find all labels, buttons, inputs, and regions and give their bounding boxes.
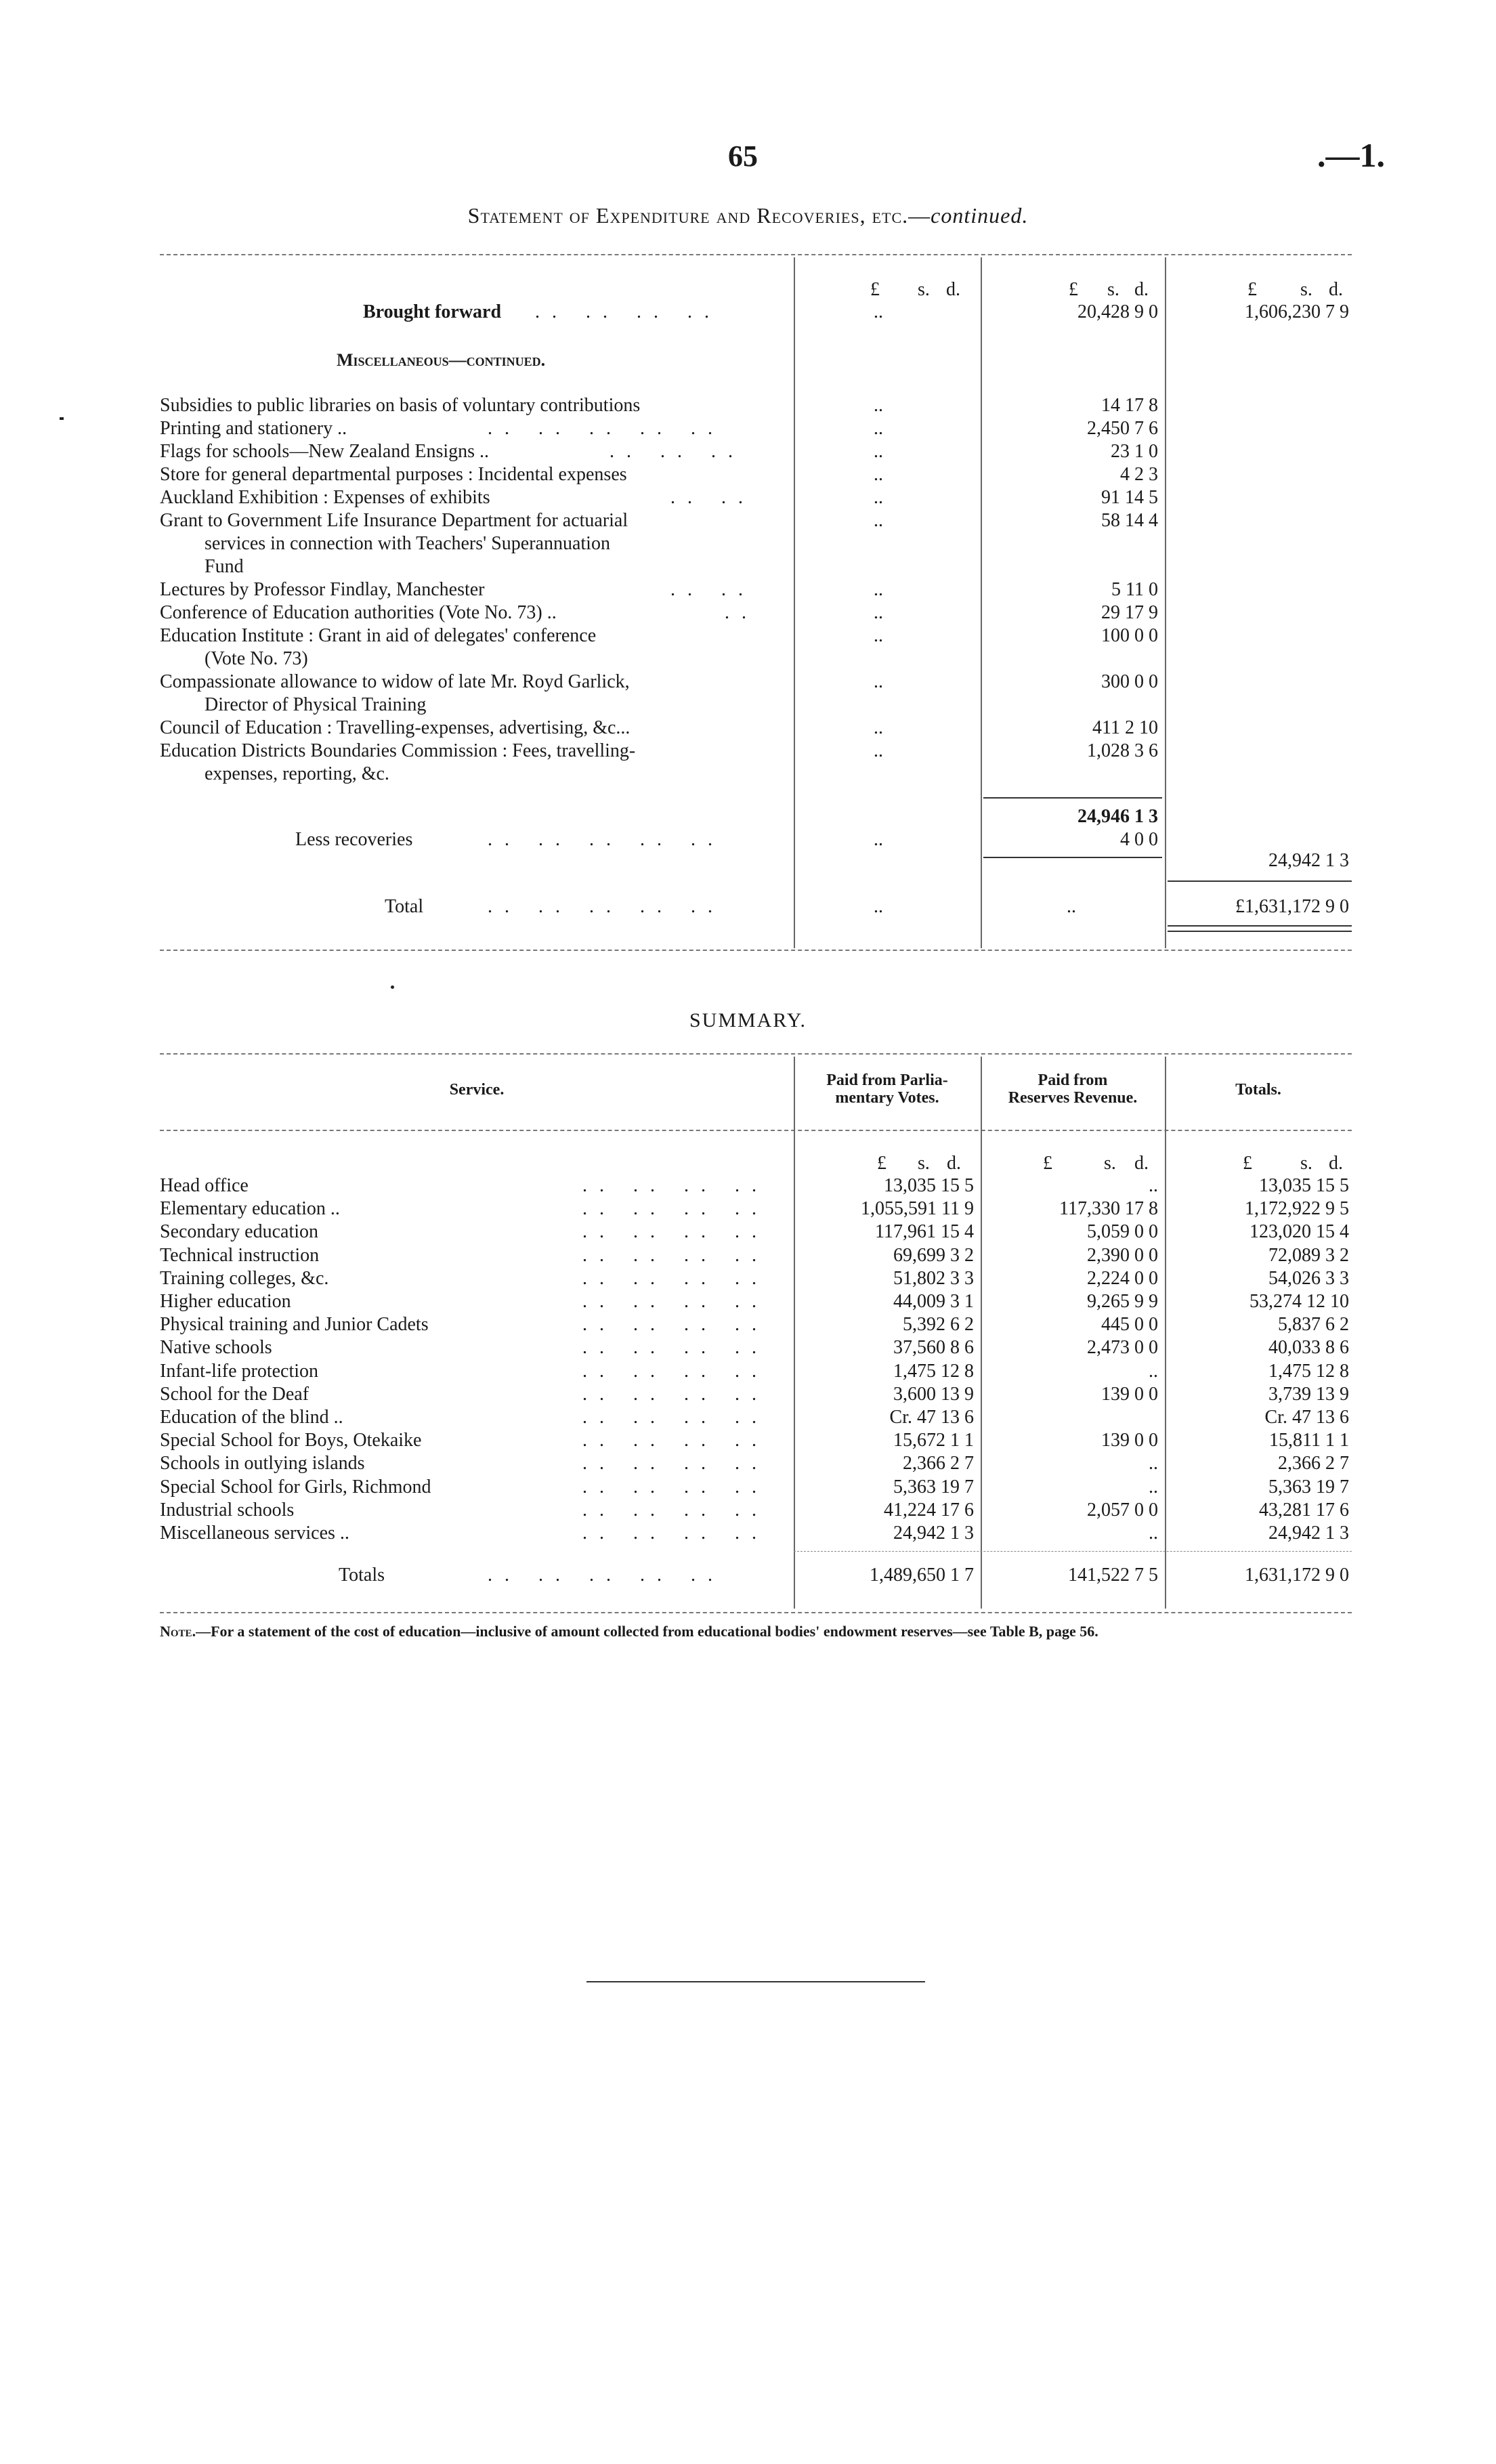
page-number: 65 (728, 140, 758, 173)
summary-service-label: Head office (160, 1175, 249, 1196)
summary-reserves-cell: 445 0 0 (1101, 1314, 1158, 1335)
reserves-header-line1: Paid from (1038, 1071, 1108, 1089)
summary-col-divider-3 (1165, 1057, 1166, 1609)
total-col1: .. (874, 896, 883, 917)
col1-d-header: d. (946, 279, 960, 300)
page-reference: .—1. (1317, 136, 1385, 174)
summary-votes-cell: 37,560 8 6 (893, 1337, 974, 1358)
totals-header: Totals. (1235, 1081, 1281, 1099)
summary-votes-cell: 117,961 15 4 (875, 1221, 974, 1242)
summary-service-label: Secondary education (160, 1221, 319, 1242)
item-amount: 2,450 7 6 (1087, 418, 1158, 439)
summary-votes-cell: 1,475 12 8 (893, 1361, 974, 1382)
total-label: Total (385, 896, 424, 917)
summary-totals-total: 1,631,172 9 0 (1245, 1565, 1349, 1586)
item-label: Grant to Government Life Insurance Department for actuarial (160, 510, 628, 531)
summary-total-cell: 40,033 8 6 (1268, 1337, 1349, 1358)
item-label-cont: Director of Physical Training (205, 694, 427, 715)
summary-service-label: Elementary education .. (160, 1198, 340, 1219)
item-col1: .. (874, 740, 883, 761)
leader-dots: .. .. .. .. (535, 301, 721, 322)
section-heading: Miscellaneous—continued. (337, 350, 546, 370)
item-label: Conference of Education authorities (Vote No. 73) .. (160, 602, 557, 623)
item-col1: .. (874, 418, 883, 439)
summary-title: SUMMARY. (689, 1009, 807, 1032)
subtotal-rule (983, 797, 1162, 799)
leader-dots: .. .. .. .. (582, 1245, 769, 1266)
footer-rule (586, 1981, 925, 1982)
item-col1: .. (874, 464, 883, 485)
votes-header-line1: Paid from Parlia- (826, 1071, 948, 1089)
total-col2: .. (1067, 896, 1076, 917)
brought-forward-col3: 1,606,230 7 9 (1245, 301, 1349, 322)
summary-votes-cell: 1,055,591 11 9 (861, 1198, 974, 1219)
col1-pound-header: £ (870, 279, 880, 300)
summary-totals-label: Totals (339, 1565, 385, 1586)
col2-s-header: s. (1107, 279, 1119, 300)
leader-dots: .. .. .. .. .. (488, 896, 725, 917)
summary-total-cell: 13,035 15 5 (1259, 1175, 1349, 1196)
expenditure-top-rule (160, 254, 1352, 255)
item-col1: .. (874, 671, 883, 692)
item-amount: 91 14 5 (1101, 487, 1158, 508)
item-amount: 4 2 3 (1120, 464, 1158, 485)
summary-total-cell: 5,837 6 2 (1278, 1314, 1349, 1335)
summary-total-cell: Cr. 47 13 6 (1264, 1407, 1349, 1428)
item-amount: 23 1 0 (1111, 441, 1158, 462)
item-label-cont: expenses, reporting, &c. (205, 763, 389, 784)
summary-votes-cell: 13,035 15 5 (884, 1175, 974, 1196)
item-amount: 14 17 8 (1101, 395, 1158, 416)
net-misc-amount: 24,942 1 3 (1268, 850, 1349, 871)
summary-votes-cell: 44,009 3 1 (893, 1291, 974, 1312)
leader-dots: .. .. .. .. (582, 1291, 769, 1312)
summary-votes-cell: 2,366 2 7 (903, 1453, 974, 1474)
brought-forward-col1: .. (874, 301, 883, 322)
summary-service-label: Special School for Boys, Otekaike (160, 1430, 422, 1451)
summary-reserves-cell: .. (1149, 1453, 1158, 1474)
summary-votes-cell: 5,392 6 2 (903, 1314, 974, 1335)
item-label: Education Institute : Grant in aid of delegates' conference (160, 625, 597, 646)
item-label: Council of Education : Travelling-expenses, advertising, &c... (160, 717, 631, 738)
item-amount: 100 0 0 (1101, 625, 1158, 646)
col2-pound-header: £ (1069, 279, 1078, 300)
summary-service-label: Training colleges, &c. (160, 1268, 329, 1289)
item-label-cont: services in connection with Teachers' Superannuation (205, 533, 610, 554)
footnote-lead: Note. (160, 1623, 196, 1640)
summary-reserves-cell: .. (1149, 1523, 1158, 1544)
summary-service-label: Physical training and Junior Cadets (160, 1314, 429, 1335)
title-main: Statement of Expenditure and Recoveries, etc.— (467, 203, 931, 228)
col-divider-1 (794, 257, 795, 948)
item-col1: .. (874, 487, 883, 508)
leader-dots: .. .. .. (610, 441, 745, 462)
leader-dots: .. .. (670, 579, 755, 600)
summary-votes-cell: 69,699 3 2 (893, 1245, 974, 1266)
item-label: Store for general departmental purposes : Incidental expenses (160, 464, 627, 485)
summary-service-label: Schools in outlying islands (160, 1453, 365, 1474)
summary-total-cell: 3,739 13 9 (1268, 1384, 1349, 1405)
summary-total-cell: 1,172,922 9 5 (1245, 1198, 1349, 1219)
summary-votes-cell: 51,802 3 3 (893, 1268, 974, 1289)
item-amount: 411 2 10 (1092, 717, 1158, 738)
summary-reserves-cell: .. (1149, 1477, 1158, 1497)
leader-dots: .. .. .. .. .. (488, 1565, 725, 1586)
item-col1: .. (874, 602, 883, 623)
leader-dots: .. .. .. .. (582, 1384, 769, 1405)
double-rule-bottom (1168, 931, 1352, 932)
votes-pound-header: £ (877, 1153, 886, 1174)
summary-total-cell: 53,274 12 10 (1249, 1291, 1349, 1312)
col-divider-3 (1165, 257, 1166, 948)
less-recoveries-amount: 4 0 0 (1120, 829, 1158, 850)
stray-mark (60, 417, 64, 420)
item-label: Flags for schools—New Zealand Ensigns .. (160, 441, 490, 462)
votes-s-header: s. (918, 1153, 930, 1174)
totals-pound-header: £ (1243, 1153, 1252, 1174)
summary-total-cell: 54,026 3 3 (1268, 1268, 1349, 1289)
summary-votes-cell: 5,363 19 7 (893, 1477, 974, 1497)
reserves-d-header: d. (1134, 1153, 1149, 1174)
item-label-cont: Fund (205, 556, 244, 577)
item-label-cont: (Vote No. 73) (205, 648, 308, 669)
summary-totals-reserves: 141,522 7 5 (1068, 1565, 1158, 1586)
leader-dots: .. .. .. .. (582, 1337, 769, 1358)
summary-total-cell: 43,281 17 6 (1259, 1500, 1349, 1521)
summary-votes-cell: 15,672 1 1 (893, 1430, 974, 1451)
stray-mark (391, 985, 394, 989)
leader-dots: .. .. .. .. (582, 1407, 769, 1428)
summary-bottom-rule (160, 1612, 1352, 1613)
summary-totals-rule (794, 1551, 1352, 1552)
leader-dots: .. .. .. .. (582, 1221, 769, 1242)
net-rule (1168, 880, 1352, 882)
leader-dots: .. (725, 602, 758, 623)
summary-reserves-cell: 2,057 0 0 (1087, 1500, 1158, 1521)
leader-dots: .. .. .. .. (582, 1314, 769, 1335)
footnote-text: —For a statement of the cost of education—inclusive of amount collected from educational bodies' endowment reserves—see Table B, page 56. (196, 1623, 1098, 1640)
summary-service-label: Infant-life protection (160, 1361, 319, 1382)
col2-d-header: d. (1134, 279, 1149, 300)
summary-reserves-cell: 139 0 0 (1101, 1384, 1158, 1405)
totals-s-header: s. (1300, 1153, 1312, 1174)
col1-s-header: s. (918, 279, 930, 300)
col3-pound-header: £ (1247, 279, 1257, 300)
summary-reserves-cell: .. (1149, 1175, 1158, 1196)
less-recoveries-label: Less recoveries (295, 829, 413, 850)
leader-dots: .. .. .. .. (582, 1175, 769, 1196)
summary-reserves-cell: 9,265 9 9 (1087, 1291, 1158, 1312)
summary-reserves-cell: .. (1149, 1361, 1158, 1382)
footnote (160, 1622, 1352, 1641)
item-col1: .. (874, 395, 883, 416)
leader-dots: .. .. .. .. (582, 1268, 769, 1289)
summary-reserves-cell: 2,390 0 0 (1087, 1245, 1158, 1266)
totals-d-header: d. (1329, 1153, 1343, 1174)
summary-service-label: Native schools (160, 1337, 272, 1358)
item-label: Auckland Exhibition : Expenses of exhibits (160, 487, 490, 508)
item-label: Lectures by Professor Findlay, Manchester (160, 579, 485, 600)
leader-dots: .. .. .. .. (582, 1361, 769, 1382)
summary-total-cell: 24,942 1 3 (1268, 1523, 1349, 1544)
summary-total-cell: 15,811 1 1 (1269, 1430, 1349, 1451)
less-recoveries-col1: .. (874, 829, 883, 850)
item-col1: .. (874, 510, 883, 531)
item-label: Subsidies to public libraries on basis of voluntary contributions (160, 395, 641, 416)
summary-service-label: Higher education (160, 1291, 291, 1312)
page-title (0, 203, 1496, 228)
summary-service-label: School for the Deaf (160, 1384, 309, 1405)
item-col1: .. (874, 625, 883, 646)
double-rule-top (1168, 925, 1352, 927)
votes-header-line2: mentary Votes. (835, 1089, 939, 1107)
summary-votes-cell: 24,942 1 3 (893, 1523, 974, 1544)
leader-dots: .. .. (670, 487, 755, 508)
col3-d-header: d. (1329, 279, 1343, 300)
summary-reserves-cell: 2,224 0 0 (1087, 1268, 1158, 1289)
item-amount: 5 11 0 (1111, 579, 1158, 600)
summary-total-cell: 5,363 19 7 (1268, 1477, 1349, 1497)
votes-d-header: d. (947, 1153, 961, 1174)
col3-s-header: s. (1300, 279, 1312, 300)
item-col1: .. (874, 717, 883, 738)
subtotal-amount: 24,946 1 3 (1077, 806, 1158, 827)
item-label: Compassionate allowance to widow of late Mr. Royd Garlick, (160, 671, 630, 692)
summary-header-rule (160, 1130, 1352, 1131)
summary-reserves-cell: 139 0 0 (1101, 1430, 1158, 1451)
summary-service-label: Technical instruction (160, 1245, 320, 1266)
summary-reserves-cell: 117,330 17 8 (1059, 1198, 1158, 1219)
item-col1: .. (874, 579, 883, 600)
leader-dots: .. .. .. .. .. (488, 418, 725, 439)
service-header: Service. (449, 1081, 505, 1099)
brought-forward-col2: 20,428 9 0 (1077, 301, 1158, 322)
brought-forward-label: Brought forward (363, 301, 502, 322)
col-divider-2 (981, 257, 982, 948)
item-col1: .. (874, 441, 883, 462)
summary-total-cell: 1,475 12 8 (1268, 1361, 1349, 1382)
leader-dots: .. .. .. .. (582, 1453, 769, 1474)
reserves-s-header: s. (1104, 1153, 1116, 1174)
summary-service-label: Industrial schools (160, 1500, 295, 1521)
summary-total-cell: 72,089 3 2 (1268, 1245, 1349, 1266)
summary-col-divider-2 (981, 1057, 982, 1609)
reserves-pound-header: £ (1043, 1153, 1052, 1174)
reserves-header-line2: Reserves Revenue. (1008, 1089, 1138, 1107)
item-amount: 300 0 0 (1101, 671, 1158, 692)
leader-dots: .. .. .. .. (582, 1198, 769, 1219)
summary-total-cell: 2,366 2 7 (1278, 1453, 1349, 1474)
summary-top-rule (160, 1053, 1352, 1055)
grand-total-amount: £1,631,172 9 0 (1235, 896, 1349, 917)
summary-service-label: Special School for Girls, Richmond (160, 1477, 431, 1497)
summary-votes-cell: Cr. 47 13 6 (889, 1407, 974, 1428)
summary-reserves-cell: 5,059 0 0 (1087, 1221, 1158, 1242)
summary-col-divider-1 (794, 1057, 795, 1609)
summary-votes-cell: 3,600 13 9 (893, 1384, 974, 1405)
summary-reserves-cell: 2,473 0 0 (1087, 1337, 1158, 1358)
item-amount: 29 17 9 (1101, 602, 1158, 623)
summary-totals-votes: 1,489,650 1 7 (870, 1565, 974, 1586)
item-label: Printing and stationery .. (160, 418, 347, 439)
leader-dots: .. .. .. .. (582, 1477, 769, 1497)
summary-total-cell: 123,020 15 4 (1249, 1221, 1349, 1242)
summary-service-label: Education of the blind .. (160, 1407, 343, 1428)
title-italic: continued. (931, 203, 1029, 228)
summary-votes-cell: 41,224 17 6 (884, 1500, 974, 1521)
item-amount: 58 14 4 (1101, 510, 1158, 531)
expenditure-bottom-rule (160, 950, 1352, 951)
item-label: Education Districts Boundaries Commission : Fees, travelling- (160, 740, 636, 761)
summary-service-label: Miscellaneous services .. (160, 1523, 349, 1544)
leader-dots: .. .. .. .. (582, 1523, 769, 1544)
item-amount: 1,028 3 6 (1087, 740, 1158, 761)
recoveries-rule (983, 857, 1162, 858)
leader-dots: .. .. .. .. (582, 1500, 769, 1521)
leader-dots: .. .. .. .. .. (488, 829, 725, 850)
leader-dots: .. .. .. .. (582, 1430, 769, 1451)
